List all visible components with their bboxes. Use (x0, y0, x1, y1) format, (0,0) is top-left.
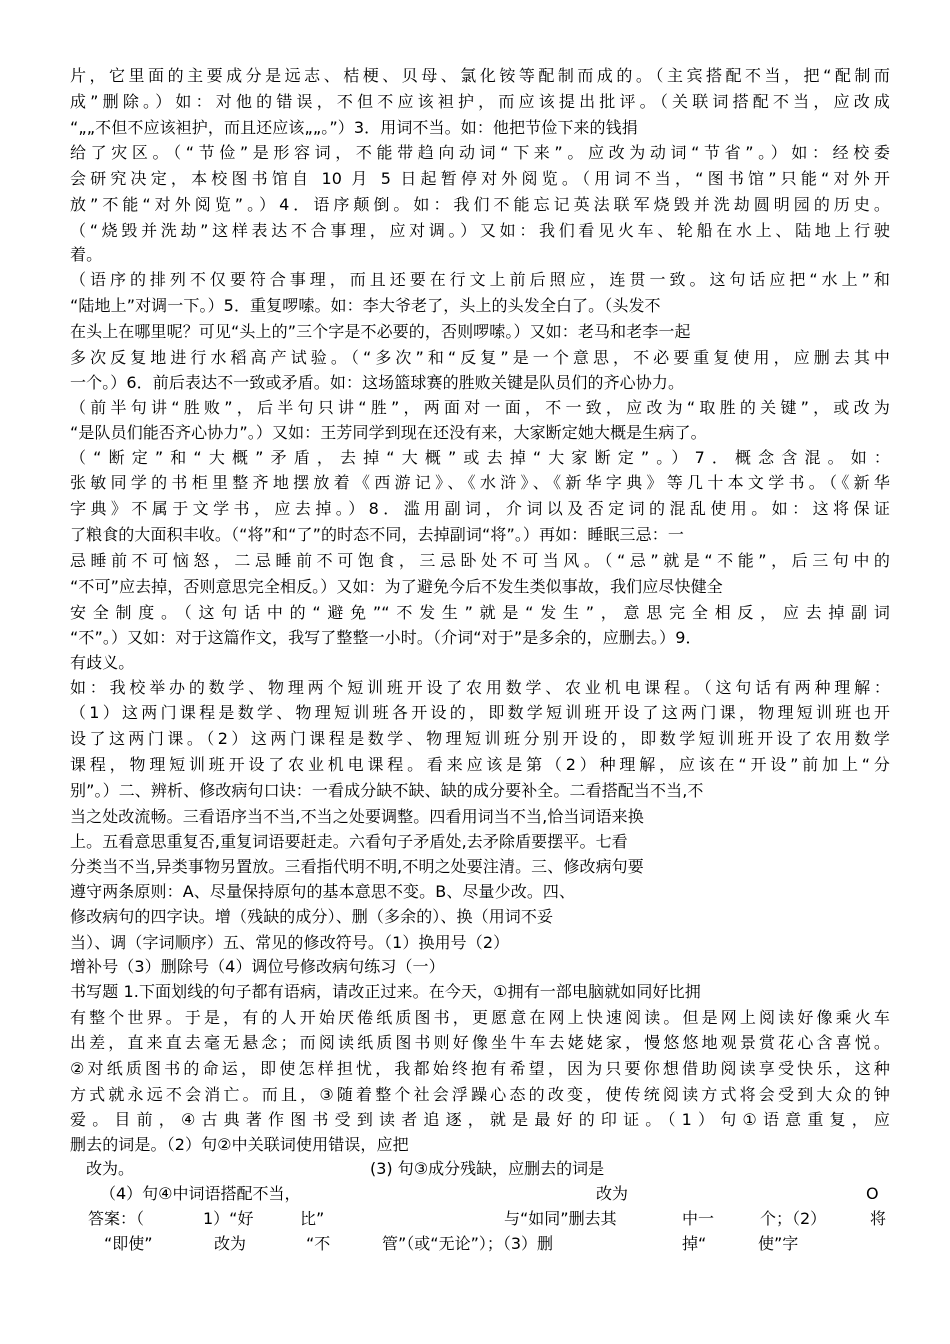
answer-blank-row: 改为。 (86, 1159, 135, 1178)
text-line: 出差，直来直去毫无悬念；而阅读纸质图书则好像坐牛车去姥姥家，慢悠悠地观景赏花心含喜悦。 (70, 1033, 890, 1052)
answer-part: “不 (306, 1234, 331, 1253)
text-line: 忌睡前不可恼怒，二忌睡前不可饱食，三忌卧处不可当风。（“忌”就是“不能”，后三句中的 (70, 551, 890, 570)
text-line: 有整个世界。于是，有的人开始厌倦纸质图书，更愿意在网上快速阅读。但是网上阅读好像乘火车 (70, 1008, 890, 1027)
text-line: “不”。）又如：对于这篇作文，我写了整整一小时。（介词“对于”是多余的，应删去。）9． (70, 628, 702, 647)
text-line: 有歧义。 (70, 653, 135, 672)
text-line: 安全制度。（这句话中的“避免”“不发生”就是“发生”，意思完全相反，应去掉副词 (70, 603, 890, 622)
question-4-text: （4）句④中词语搭配不当， (100, 1184, 301, 1203)
question-3-text: (3) 句③成分残缺，应删去的词是 (370, 1159, 605, 1178)
text-line: 给了灾区。（“节俭”是形容词，不能带趋向动词“下来”。应改为动词“节省”。）如：经校委 (70, 143, 890, 162)
answer-part: 1）“好 (203, 1209, 254, 1228)
text-line: 别”。）二、辨析、修改病句口诀：一看成分缺不缺、缺的成分要补全。二看搭配当不当,不 (70, 781, 704, 800)
text-line: 多次反复地进行水稻高产试验。（“多次”和“反复”是一个意思，不必要重复使用，应删去其中 (70, 348, 890, 367)
text-line: 了粮食的大面积丰收。（“将”和“了”的时态不同，去掉副词“将”。）再如：睡眠三忌：一 (70, 525, 684, 544)
text-line: 方式就永远不会消亡。而且，③随着整个社会浮躁心态的改变，使传统阅读方式将会受到大众的钟 (70, 1085, 890, 1104)
text-line: （语序的排列不仅要符合事理，而且还要在行文上前后照应，连贯一致。这句话应把“水上”和 (70, 270, 890, 289)
answer-part: 个；（2） (760, 1209, 827, 1228)
answer-part: 将 (870, 1209, 887, 1228)
text-line: 成”删除。）如：对他的错误，不但不应该袒护，而应该提出批评。（关联词搭配不当，应改成 (70, 92, 890, 111)
text-line: 当之处改流畅。三看语序当不当,不当之处要调整。四看用词当不当,恰当词语来换 (70, 807, 644, 826)
text-line: 放”不能“对外阅览”。）4．语序颠倒。如：我们不能忘记英法联军烧毁并洗劫圆明园的历史。 (70, 195, 890, 214)
text-line: “是队员们能否齐心协力”。）又如：王芳同学到现在还没有来，大家断定她大概是生病了。 (70, 423, 707, 442)
text-line: （“断定”和“大概”矛盾，去掉“大概”或去掉“大家断定”。）7．概念含混。如： (70, 448, 890, 467)
answer-part: 改为 (214, 1234, 247, 1253)
answer-part: “即使” (104, 1234, 153, 1253)
text-line: 当）、调（字词顺序）五、常见的修改符号。（1）换用号（2） (70, 933, 510, 952)
text-line: ②对纸质图书的命运，即使怎样担忧，我都始终抱有希望，因为只要你想借助阅读享受快乐，这种 (70, 1059, 890, 1078)
text-line: 上。五看意思重复否,重复词语要赶走。六看句子矛盾处,去矛除盾要摆平。七看 (70, 832, 628, 851)
text-line: （1）这两门课程是数学、物理短训班各开设的，即数学短训班开设了这两门课，物理短训班也开 (70, 703, 890, 722)
text-line: 增补号（3）删除号（4）调位号修改病句练习（一） (70, 957, 445, 976)
answer-part: 比” (300, 1209, 325, 1228)
text-line: 设了这两门课。（2）这两门课程是数学、物理短训班分别开设的，即数学短训班开设了农用数学 (70, 729, 890, 748)
text-line: 片，它里面的主要成分是远志、桔梗、贝母、氯化铵等配制而成的。（主宾搭配不当，把“配制而 (70, 66, 890, 85)
text-line: 删去的词是。（2）句②中关联词使用错误，应把 (70, 1135, 409, 1154)
text-line: “„„不但不应该袒护，而且还应该„„。”）3．用词不当。如：他把节俭下来的钱捐 (70, 118, 638, 137)
answer-part: 掉“ (682, 1234, 707, 1253)
text-line: 书写题 1.下面划线的句子都有语病，请改正过来。在今天，①拥有一部电脑就如同好比拥 (70, 982, 701, 1001)
answer-part: 答案：（ (88, 1209, 145, 1228)
text-line: 着。 (70, 245, 103, 264)
text-line: 会研究决定，本校图书馆自 10 月 5 日起暂停对外阅览。（用词不当，“图书馆”只能“对外开 (70, 169, 890, 188)
text-line: 在头上在哪里呢？可见“头上的”三个字是不必要的，否则啰嗦。）又如：老马和老李一起 (70, 322, 691, 341)
text-line: 修改病句的四字诀。增（残缺的成分）、删（多余的）、换（用词不妥 (70, 907, 554, 926)
answer-part: 使”字 (758, 1234, 799, 1253)
stray-mark: O (866, 1184, 879, 1203)
text-line: 字典》不属于文学书，应去掉。）8．滥用副词，介词以及否定词的混乱使用。如：这将保证 (70, 499, 890, 518)
text-line: “陆地上”对调一下。）5．重复啰嗦。如：李大爷老了，头上的头发全白了。（头发不 (70, 296, 661, 315)
text-line: 爱。目前，④古典著作图书受到读者追逐，就是最好的印证。（1）句①语意重复，应 (70, 1110, 890, 1129)
text-line: 课程，物理短训班开设了农业机电课程。看来应该是第（2）种理解，应该在“开设”前加上“分 (70, 755, 890, 774)
answer-part: 与“如同”删去其 (504, 1209, 617, 1228)
answer-part: 管”（或“无论”）；（3）删 (382, 1234, 554, 1253)
text-line: 如：我校举办的数学、物理两个短训班开设了农用数学、农业机电课程。（这句话有两种理解： (70, 678, 890, 697)
text-line: 张敏同学的书柜里整齐地摆放着《西游记》、《水浒》、《新华字典》等几十本文学书。（《新华 (70, 473, 890, 492)
text-line: （“烧毁并洗劫”这样表达不合事理，应对调。）又如：我们看见火车、轮船在水上、陆地上行驶 (70, 221, 890, 240)
text-line: 一个。）6．前后表达不一致或矛盾。如：这场篮球赛的胜败关键是队员们的齐心协力。 (70, 373, 685, 392)
text-line: （前半句讲“胜败”，后半句只讲“胜”，两面对一面，不一致，应改为“取胜的关键”，或改为 (70, 398, 890, 417)
question-4-change-to: 改为 (596, 1184, 629, 1203)
text-line: 分类当不当,异类事物另置放。三看指代明不明,不明之处要注清。三、修改病句要 (70, 857, 644, 876)
answer-part: 中一 (682, 1209, 715, 1228)
text-line: “不可”应去掉，否则意思完全相反。）又如：为了避免今后不发生类似事故，我们应尽快健全 (70, 577, 723, 596)
text-line: 遵守两条原则：A、尽量保持原句的基本意思不变。B、尽量少改。四、 (70, 882, 576, 901)
